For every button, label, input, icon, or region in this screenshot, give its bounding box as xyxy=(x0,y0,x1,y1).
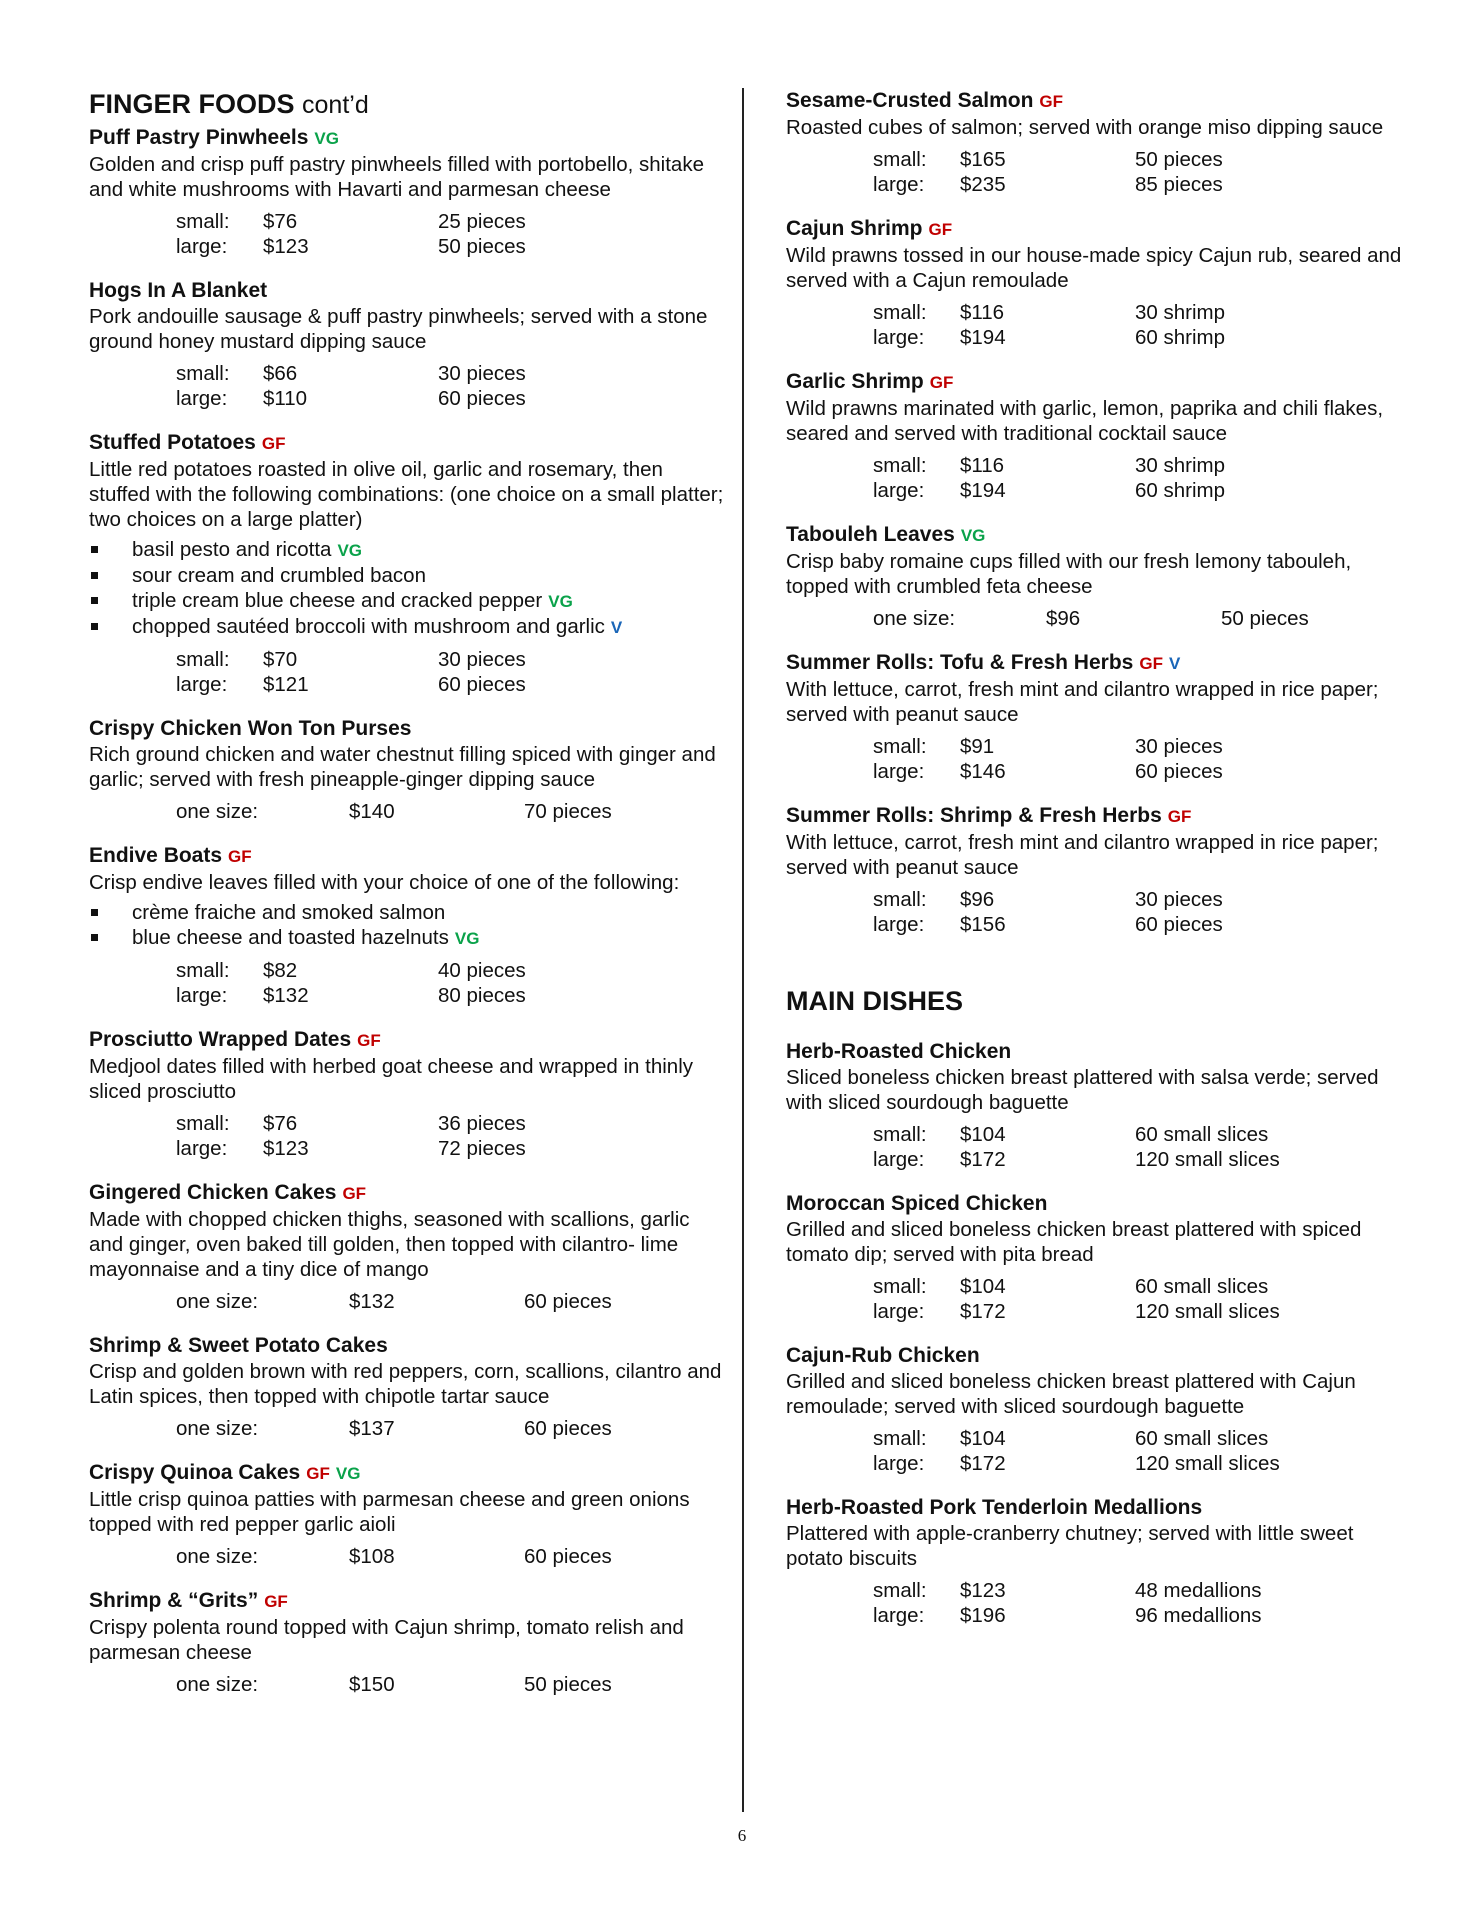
quantity-value: 30 pieces xyxy=(438,648,526,671)
diet-tag-gf: GF xyxy=(1039,92,1064,111)
item-name-text: Herb-Roasted Chicken xyxy=(786,1040,1012,1063)
price-value: $235 xyxy=(960,173,1006,196)
size-label: large: xyxy=(176,387,228,410)
menu-item xyxy=(89,1460,729,1569)
menu-item xyxy=(89,1333,729,1441)
price-value: $104 xyxy=(960,1123,1006,1146)
item-description: Made with chopped chicken thighs, seasoned with scallions, garlic and ginger, oven baked till golden, then topped with cilantro- lime mayonnaise and a tiny dice of mango xyxy=(89,1208,690,1281)
price-value: $156 xyxy=(960,913,1006,936)
item-name xyxy=(786,522,1406,549)
price-row xyxy=(873,1451,1406,1476)
left-column xyxy=(89,88,729,1716)
item-name xyxy=(89,716,729,742)
size-label: one size: xyxy=(176,1545,259,1568)
price-table xyxy=(176,1111,729,1161)
menu-item xyxy=(786,1191,1406,1324)
price-row xyxy=(873,1578,1406,1603)
option-item xyxy=(89,614,729,640)
price-row xyxy=(873,1147,1406,1172)
diet-tag-gf: GF xyxy=(264,1592,288,1611)
item-description: Grilled and sliced boneless chicken breast plattered with Cajun remoulade; served with sliced sourdough baguette xyxy=(786,1370,1356,1418)
menu-item xyxy=(89,716,729,824)
price-row xyxy=(873,912,1406,937)
option-text: basil pesto and ricotta xyxy=(132,538,332,561)
price-value: $96 xyxy=(1046,607,1081,630)
price-table xyxy=(176,361,729,411)
menu-item xyxy=(786,88,1406,197)
size-label: small: xyxy=(176,362,230,385)
price-value: $116 xyxy=(960,301,1005,324)
option-text: blue cheese and toasted hazelnuts xyxy=(132,926,449,949)
quantity-value: 120 small slices xyxy=(1135,1452,1280,1475)
diet-tag-vg: VG xyxy=(337,541,362,560)
option-item xyxy=(89,925,729,951)
quantity-value: 50 pieces xyxy=(1135,148,1223,171)
quantity-value: 36 pieces xyxy=(438,1112,526,1135)
size-label: small: xyxy=(873,454,927,477)
price-row xyxy=(873,1426,1406,1451)
quantity-value: 80 pieces xyxy=(438,984,526,1007)
menu-item xyxy=(786,1039,1406,1172)
size-label: small: xyxy=(176,959,230,982)
price-row xyxy=(176,672,729,697)
item-name-text: Sesame-Crusted Salmon xyxy=(786,89,1034,112)
price-value: $132 xyxy=(349,1290,395,1313)
size-label: small: xyxy=(873,1123,927,1146)
price-value: $110 xyxy=(263,387,308,410)
main-dishes-list xyxy=(786,1039,1406,1628)
price-row xyxy=(873,172,1406,197)
quantity-value: 60 pieces xyxy=(524,1290,612,1313)
price-row xyxy=(176,1416,729,1441)
price-row xyxy=(176,647,729,672)
item-description: Little red potatoes roasted in olive oil, garlic and rosemary, then stuffed with the following combinations: (one choice on a small platter; two choices on a large platter) xyxy=(89,458,724,531)
section-title-main-dishes: MAIN DISHES xyxy=(786,986,964,1016)
price-row xyxy=(873,325,1406,350)
quantity-value: 60 small slices xyxy=(1135,1275,1269,1298)
diet-tag-gf: GF xyxy=(928,220,953,239)
quantity-value: 120 small slices xyxy=(1135,1300,1280,1323)
item-name xyxy=(786,650,1406,677)
price-value: $96 xyxy=(960,888,995,911)
diet-tag-vg: VG xyxy=(335,1464,361,1483)
quantity-value: 72 pieces xyxy=(438,1137,526,1160)
diet-tag-gf: GF xyxy=(357,1031,381,1050)
menu-item xyxy=(89,125,729,259)
price-row xyxy=(176,234,729,259)
item-description: Medjool dates filled with herbed goat cheese and wrapped in thinly sliced prosciutto xyxy=(89,1055,693,1103)
price-value: $137 xyxy=(349,1417,395,1440)
price-value: $104 xyxy=(960,1275,1006,1298)
item-name xyxy=(89,1460,729,1487)
price-value: $194 xyxy=(960,326,1006,349)
quantity-value: 60 pieces xyxy=(524,1417,612,1440)
size-label: large: xyxy=(873,760,925,783)
item-name-text: Shrimp & “Grits” xyxy=(89,1589,259,1612)
size-label: small: xyxy=(873,1579,927,1602)
menu-item xyxy=(89,430,729,697)
quantity-value: 30 pieces xyxy=(1135,888,1223,911)
price-row xyxy=(176,983,729,1008)
item-name xyxy=(786,369,1406,396)
item-name xyxy=(89,843,729,870)
price-value: $196 xyxy=(960,1604,1006,1627)
size-label: large: xyxy=(176,673,228,696)
size-label: one size: xyxy=(176,800,259,823)
diet-tag-gf: GF xyxy=(261,434,286,453)
quantity-value: 60 pieces xyxy=(438,387,526,410)
price-table xyxy=(176,958,729,1008)
diet-tag-gf: GF xyxy=(306,1464,330,1483)
price-table xyxy=(873,300,1406,350)
price-table xyxy=(873,1578,1406,1628)
item-description: Wild prawns tossed in our house-made spicy Cajun rub, seared and served with a Cajun remoulade xyxy=(786,244,1402,292)
option-item xyxy=(89,900,729,925)
item-name xyxy=(786,803,1406,830)
diet-tag-vg: VG xyxy=(314,129,339,148)
item-name xyxy=(89,1180,729,1207)
left-item-list xyxy=(89,125,729,1697)
price-row xyxy=(176,1111,729,1136)
item-description: Plattered with apple-cranberry chutney; served with little sweet potato biscuits xyxy=(786,1522,1354,1570)
price-value: $132 xyxy=(263,984,309,1007)
item-name-text: Cajun-Rub Chicken xyxy=(786,1344,980,1367)
quantity-value: 70 pieces xyxy=(524,800,612,823)
item-name xyxy=(786,216,1406,243)
price-table xyxy=(873,453,1406,503)
size-label: one size: xyxy=(176,1290,259,1313)
item-name-text: Summer Rolls: Tofu & Fresh Herbs xyxy=(786,651,1134,674)
price-value: $76 xyxy=(263,1112,298,1135)
menu-item xyxy=(786,522,1406,631)
price-value: $121 xyxy=(263,673,309,696)
size-label: small: xyxy=(873,148,927,171)
price-row xyxy=(873,147,1406,172)
item-name-text: Crispy Quinoa Cakes xyxy=(89,1461,301,1484)
item-name-text: Shrimp & Sweet Potato Cakes xyxy=(89,1334,388,1357)
quantity-value: 60 small slices xyxy=(1135,1427,1269,1450)
size-label: large: xyxy=(873,1604,925,1627)
quantity-value: 60 pieces xyxy=(1135,913,1223,936)
page-number: 6 xyxy=(737,1826,747,1845)
size-label: large: xyxy=(873,1148,925,1171)
price-value: $70 xyxy=(263,648,298,671)
price-row xyxy=(873,887,1406,912)
size-label: large: xyxy=(176,235,228,258)
menu-item xyxy=(786,803,1406,937)
price-value: $165 xyxy=(960,148,1006,171)
price-table xyxy=(176,1672,729,1697)
price-table xyxy=(873,1426,1406,1476)
price-row xyxy=(873,1299,1406,1324)
quantity-value: 60 pieces xyxy=(438,673,526,696)
item-name-text: Tabouleh Leaves xyxy=(786,523,955,546)
price-value: $172 xyxy=(960,1148,1006,1171)
quantity-value: 60 shrimp xyxy=(1135,479,1226,502)
option-list xyxy=(89,900,729,951)
item-description: Roasted cubes of salmon; served with orange miso dipping sauce xyxy=(786,116,1384,139)
item-description: Crispy polenta round topped with Cajun shrimp, tomato relish and parmesan cheese xyxy=(89,1616,684,1664)
quantity-value: 48 medallions xyxy=(1135,1579,1262,1602)
diet-tag-gf: GF xyxy=(342,1184,367,1203)
price-row xyxy=(176,361,729,386)
price-row xyxy=(873,1274,1406,1299)
quantity-value: 25 pieces xyxy=(438,210,526,233)
price-value: $82 xyxy=(263,959,298,982)
price-value: $104 xyxy=(960,1427,1006,1450)
column-divider xyxy=(742,88,744,1812)
size-label: small: xyxy=(873,301,927,324)
quantity-value: 50 pieces xyxy=(524,1673,612,1696)
item-name xyxy=(89,1333,729,1359)
option-text: crème fraiche and smoked salmon xyxy=(132,901,446,924)
option-item xyxy=(89,537,729,563)
price-table xyxy=(176,1289,729,1314)
quantity-value: 30 shrimp xyxy=(1135,301,1226,324)
quantity-value: 30 pieces xyxy=(1135,735,1223,758)
menu-item xyxy=(786,369,1406,503)
size-label: one size: xyxy=(873,607,956,630)
item-description: With lettuce, carrot, fresh mint and cilantro wrapped in rice paper; served with peanut sauce xyxy=(786,678,1379,726)
price-row xyxy=(873,1122,1406,1147)
item-name xyxy=(786,1495,1406,1521)
size-label: small: xyxy=(176,648,230,671)
price-row xyxy=(176,209,729,234)
quantity-value: 120 small slices xyxy=(1135,1148,1280,1171)
quantity-value: 30 shrimp xyxy=(1135,454,1226,477)
size-label: small: xyxy=(873,1427,927,1450)
diet-tag-vg: VG xyxy=(454,929,480,948)
size-label: large: xyxy=(873,173,925,196)
item-name xyxy=(89,1027,729,1054)
item-description: Crisp endive leaves filled with your choice of one of the following: xyxy=(89,871,680,894)
item-description: Sliced boneless chicken breast plattered with salsa verde; served with sliced sourdough baguette xyxy=(786,1066,1379,1114)
price-row xyxy=(176,386,729,411)
price-table xyxy=(176,799,729,824)
price-value: $91 xyxy=(960,735,995,758)
quantity-value: 40 pieces xyxy=(438,959,526,982)
item-name-text: Moroccan Spiced Chicken xyxy=(786,1192,1048,1215)
size-label: large: xyxy=(176,1137,228,1160)
price-value: $172 xyxy=(960,1300,1006,1323)
quantity-value: 50 pieces xyxy=(438,235,526,258)
item-description: Grilled and sliced boneless chicken breast plattered with spiced tomato dip; served with pita bread xyxy=(786,1218,1362,1266)
price-table xyxy=(873,1274,1406,1324)
size-label: small: xyxy=(176,210,230,233)
menu-item xyxy=(89,1588,729,1697)
price-table xyxy=(176,1544,729,1569)
item-name xyxy=(89,278,729,304)
price-value: $172 xyxy=(960,1452,1006,1475)
diet-tag-v: V xyxy=(610,618,623,637)
option-text: triple cream blue cheese and cracked pepper xyxy=(132,589,543,612)
size-label: large: xyxy=(873,913,925,936)
item-name xyxy=(786,1343,1406,1369)
price-value: $116 xyxy=(960,454,1005,477)
price-table xyxy=(176,1416,729,1441)
item-name xyxy=(89,430,729,457)
option-item xyxy=(89,563,729,588)
price-value: $123 xyxy=(960,1579,1006,1602)
price-value: $66 xyxy=(263,362,298,385)
menu-item xyxy=(786,1343,1406,1476)
option-item xyxy=(89,588,729,614)
item-name-text: Cajun Shrimp xyxy=(786,217,923,240)
price-table xyxy=(873,606,1406,631)
item-name-text: Herb-Roasted Pork Tenderloin Medallions xyxy=(786,1496,1203,1519)
quantity-value: 85 pieces xyxy=(1135,173,1223,196)
item-name-text: Gingered Chicken Cakes xyxy=(89,1181,337,1204)
item-description: With lettuce, carrot, fresh mint and cilantro wrapped in rice paper; served with peanut sauce xyxy=(786,831,1379,879)
price-row xyxy=(176,1544,729,1569)
size-label: large: xyxy=(176,984,228,1007)
diet-tag-v: V xyxy=(1168,654,1181,673)
price-value: $123 xyxy=(263,1137,309,1160)
menu-item xyxy=(89,278,729,411)
item-name-text: Puff Pastry Pinwheels xyxy=(89,126,309,149)
quantity-value: 60 small slices xyxy=(1135,1123,1269,1146)
menu-item xyxy=(89,843,729,1008)
option-text: chopped sautéed broccoli with mushroom and garlic xyxy=(132,615,605,638)
item-description: Little crisp quinoa patties with parmesan cheese and green onions topped with red pepper garlic aioli xyxy=(89,1488,690,1536)
price-value: $123 xyxy=(263,235,309,258)
item-description: Crisp and golden brown with red peppers, corn, scallions, cilantro and Latin spices, then topped with chipotle tartar sauce xyxy=(89,1360,722,1408)
price-table xyxy=(873,887,1406,937)
item-description: Golden and crisp puff pastry pinwheels filled with portobello, shitake and white mushrooms with Havarti and parmesan cheese xyxy=(89,153,704,201)
size-label: large: xyxy=(873,1452,925,1475)
price-row xyxy=(873,1603,1406,1628)
price-value: $76 xyxy=(263,210,298,233)
section-title-finger-foods: FINGER FOODS cont’d xyxy=(89,89,369,119)
diet-tag-gf: GF xyxy=(228,847,252,866)
price-table xyxy=(176,647,729,697)
diet-tag-gf: GF xyxy=(929,373,954,392)
price-table xyxy=(176,209,729,259)
price-row xyxy=(873,478,1406,503)
item-name-text: Summer Rolls: Shrimp & Fresh Herbs xyxy=(786,804,1162,827)
item-description: Pork andouille sausage & puff pastry pinwheels; served with a stone ground honey mustard dipping sauce xyxy=(89,305,708,353)
price-row xyxy=(873,734,1406,759)
price-row xyxy=(176,799,729,824)
price-row xyxy=(873,759,1406,784)
item-description: Crisp baby romaine cups filled with our fresh lemony tabouleh, topped with crumbled feta cheese xyxy=(786,550,1352,598)
item-name xyxy=(786,1191,1406,1217)
quantity-value: 60 shrimp xyxy=(1135,326,1226,349)
item-name-text: Garlic Shrimp xyxy=(786,370,924,393)
price-row xyxy=(176,1136,729,1161)
diet-tag-gf: GF xyxy=(1139,654,1163,673)
price-row xyxy=(176,1672,729,1697)
price-value: $108 xyxy=(349,1545,395,1568)
size-label: small: xyxy=(873,888,927,911)
option-list xyxy=(89,537,729,640)
menu-item xyxy=(89,1027,729,1161)
price-value: $194 xyxy=(960,479,1006,502)
price-table xyxy=(873,1122,1406,1172)
size-label: small: xyxy=(873,735,927,758)
price-value: $150 xyxy=(349,1673,395,1696)
item-name-text: Prosciutto Wrapped Dates xyxy=(89,1028,352,1051)
option-text: sour cream and crumbled bacon xyxy=(132,564,426,587)
item-name-text: Crispy Chicken Won Ton Purses xyxy=(89,717,412,740)
diet-tag-vg: VG xyxy=(548,592,573,611)
price-value: $146 xyxy=(960,760,1006,783)
size-label: one size: xyxy=(176,1417,259,1440)
size-label: large: xyxy=(873,326,925,349)
price-row xyxy=(873,453,1406,478)
price-row xyxy=(176,958,729,983)
item-name xyxy=(786,1039,1406,1065)
price-table xyxy=(873,147,1406,197)
size-label: large: xyxy=(873,1300,925,1323)
item-name xyxy=(786,88,1406,115)
diet-tag-vg: VG xyxy=(960,526,986,545)
size-label: one size: xyxy=(176,1673,259,1696)
price-value: $140 xyxy=(349,800,395,823)
price-row xyxy=(176,1289,729,1314)
menu-item xyxy=(89,1180,729,1314)
menu-item xyxy=(786,1495,1406,1628)
menu-item xyxy=(786,650,1406,784)
menu-item xyxy=(786,216,1406,350)
price-table xyxy=(873,734,1406,784)
item-name-text: Stuffed Potatoes xyxy=(89,431,256,454)
size-label: small: xyxy=(873,1275,927,1298)
quantity-value: 50 pieces xyxy=(1221,607,1309,630)
item-description: Wild prawns marinated with garlic, lemon, paprika and chili flakes, seared and served with traditional cocktail sauce xyxy=(786,397,1384,445)
right-column xyxy=(786,88,1406,1647)
price-row xyxy=(873,606,1406,631)
price-row xyxy=(873,300,1406,325)
size-label: large: xyxy=(873,479,925,502)
size-label: small: xyxy=(176,1112,230,1135)
quantity-value: 30 pieces xyxy=(438,362,526,385)
item-description: Rich ground chicken and water chestnut filling spiced with ginger and garlic; served with fresh pineapple-ginger dipping sauce xyxy=(89,743,716,791)
item-name xyxy=(89,1588,729,1615)
quantity-value: 60 pieces xyxy=(524,1545,612,1568)
item-name xyxy=(89,125,729,152)
item-name-text: Endive Boats xyxy=(89,844,223,867)
quantity-value: 60 pieces xyxy=(1135,760,1223,783)
right-item-list xyxy=(786,88,1406,937)
item-name-text: Hogs In A Blanket xyxy=(89,279,268,302)
quantity-value: 96 medallions xyxy=(1135,1604,1262,1627)
diet-tag-gf: GF xyxy=(1167,807,1192,826)
